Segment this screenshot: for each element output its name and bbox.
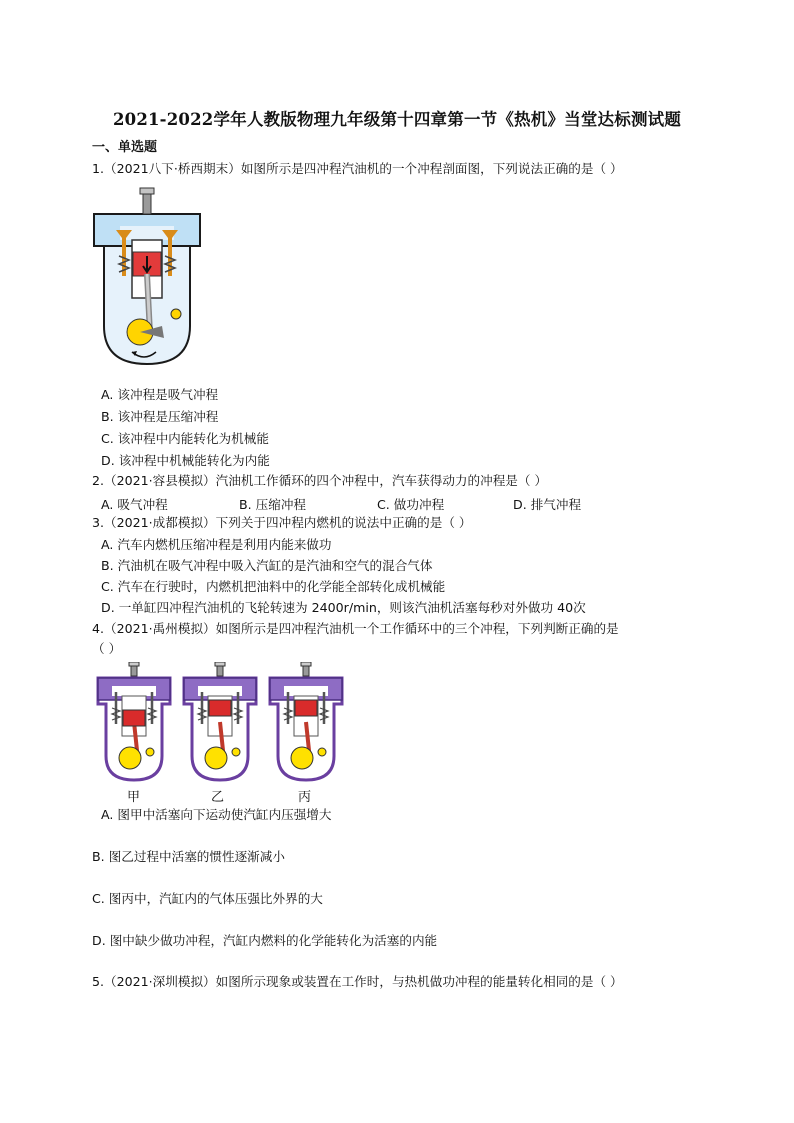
q4-stem: 4.（2021·禹州模拟）如图所示是四冲程汽油机一个工作循环中的三个冲程，下列判断正确的是 [92, 621, 619, 636]
q5-stem: 5.（2021·深圳模拟）如图所示现象或装置在工作时，与热机做功冲程的能量转化相同的是（ ） [92, 974, 623, 989]
page-title: 2021-2022学年人教版物理九年级第十四章第一节《热机》当堂达标测试题 [112, 110, 682, 129]
q2-options [101, 494, 701, 512]
q3-option-b: B. 汽油机在吸气冲程中吸入汽缸的是汽油和空气的混合气体 [101, 558, 433, 573]
q2-option-b: B. 压缩冲程 [239, 497, 307, 512]
q4-option-b: B. 图乙过程中活塞的惯性逐渐减小 [92, 849, 285, 864]
q4-stem-cont: （ ） [92, 641, 122, 656]
q4-option-d: D. 图中缺少做功冲程，汽缸内燃料的化学能转化为活塞的内能 [92, 933, 438, 948]
q1-option-b: B. 该冲程是压缩冲程 [101, 409, 219, 424]
q1-engine-figure [92, 186, 202, 376]
section-heading: 一、单选题 [92, 140, 158, 155]
q3-stem: 3.（2021·成都模拟）下列关于四冲程内燃机的说法中正确的是（ ） [92, 515, 472, 530]
q2-option-c: C. 做功冲程 [377, 497, 445, 512]
q1-option-d: D. 该冲程中机械能转化为内能 [101, 453, 270, 468]
q3-option-c: C. 汽车在行驶时，内燃机把油料中的化学能全部转化成机械能 [101, 579, 446, 594]
q4-engine-figures [96, 662, 346, 784]
fig-label-jia: 甲 [127, 790, 141, 805]
q4-option-a: A. 图甲中活塞向下运动使汽缸内压强增大 [101, 807, 332, 822]
q4-option-c: C. 图丙中，汽缸内的气体压强比外界的大 [92, 891, 323, 906]
q3-option-d: D. 一单缸四冲程汽油机的飞轮转速为 2400r/min，则该汽油机活塞每秒对外做功 40次 [101, 600, 586, 615]
q1-stem: 1.（2021八下·桥西期末）如图所示是四冲程汽油机的一个冲程剖面图，下列说法正确的是（ ） [92, 161, 623, 176]
q2-option-a: A. 吸气冲程 [101, 497, 168, 512]
fig-label-bing: 丙 [298, 790, 312, 805]
q1-option-c: C. 该冲程中内能转化为机械能 [101, 431, 269, 446]
q2-option-d: D. 排气冲程 [513, 497, 582, 512]
q2-stem: 2.（2021·容县模拟）汽油机工作循环的四个冲程中，汽车获得动力的冲程是（ ） [92, 473, 548, 488]
q1-option-a: A. 该冲程是吸气冲程 [101, 387, 219, 402]
fig-label-yi: 乙 [211, 790, 225, 805]
q3-option-a: A. 汽车内燃机压缩冲程是利用内能来做功 [101, 537, 332, 552]
